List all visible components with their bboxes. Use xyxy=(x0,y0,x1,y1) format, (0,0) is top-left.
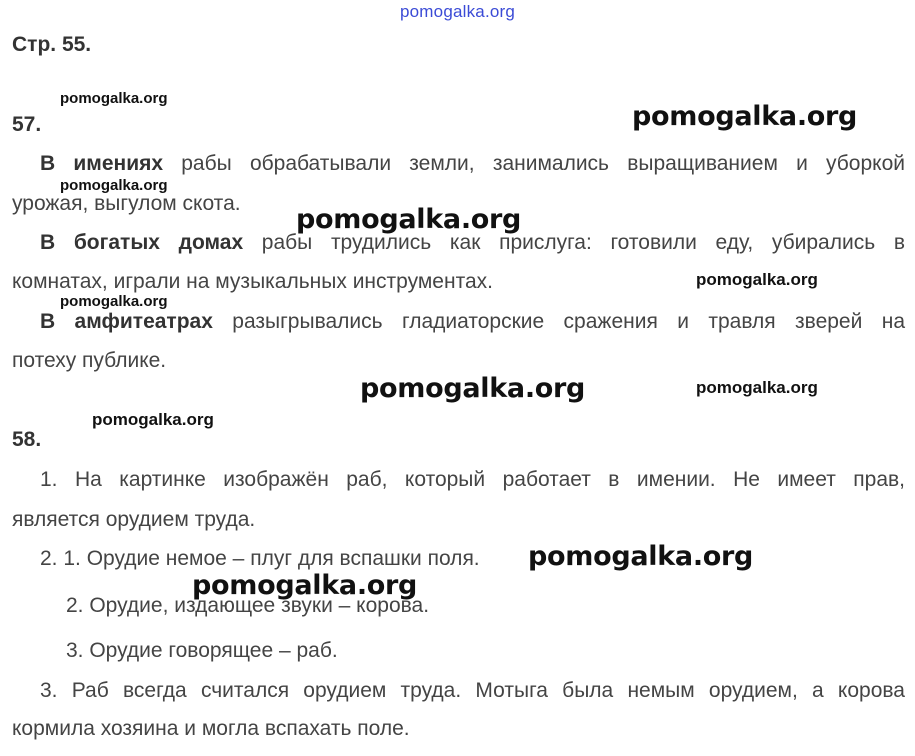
task-57-p3-line2: потеху публике. xyxy=(12,349,167,372)
watermark: pomogalka.org xyxy=(696,378,818,397)
watermark: pomogalka.org xyxy=(60,293,168,310)
page-label: Стр. 55. xyxy=(12,33,92,56)
task-58-item2-line1: 2. 1. Орудие немое – плуг для вспашки поля. xyxy=(40,547,480,570)
task-58-item2-sub3: 3. Орудие говорящее – раб. xyxy=(66,639,338,662)
watermark: pomogalka.org xyxy=(92,410,214,429)
watermark: pomogalka.org xyxy=(296,204,522,235)
top-watermark: pomogalka.org xyxy=(400,2,516,21)
p1-bold-term: В имениях xyxy=(40,152,164,175)
task-57-p2-line2: комнатах, играли на музыкальных инструментах. xyxy=(12,270,493,293)
task-57-p1-line1 xyxy=(40,152,905,176)
p2-bold-term: В богатых домах xyxy=(40,231,244,254)
watermark: pomogalka.org xyxy=(360,373,586,404)
watermark: pomogalka.org xyxy=(696,270,818,289)
watermark: pomogalka.org xyxy=(528,541,754,572)
task-58-number: 58. xyxy=(12,428,42,451)
task-57-p3-line1 xyxy=(40,310,905,334)
task-58-item1-line1: 1. На картинке изображён раб, который работает в имении. Не имеет прав, xyxy=(40,468,905,491)
p3-bold-term: В амфитеатрах xyxy=(40,310,213,333)
watermark: pomogalka.org xyxy=(632,101,858,132)
task-58-item2-sub2: 2. Орудие, издающее звуки – корова. xyxy=(66,594,430,617)
watermark: pomogalka.org xyxy=(60,90,168,107)
task-58-item3-line2: кормила хозяина и могла вспахать поле. xyxy=(12,717,410,740)
task-58-item3-line1: 3. Раб всегда считался орудием труда. Мотыга была немым орудием, а корова xyxy=(40,679,905,702)
task-57-number: 57. xyxy=(12,113,42,136)
p3-line1-text: разыгрывались гладиаторские сражения и травля зверей на xyxy=(212,310,906,333)
task-57-p1-line2: урожая, выгулом скота. xyxy=(12,192,241,215)
task-58-item1-line2: является орудием труда. xyxy=(12,508,256,531)
watermark: pomogalka.org xyxy=(60,177,168,194)
p2-line1-text: рабы трудились как прислуга: готовили еду, убирались в xyxy=(243,231,905,254)
p1-line1-text: рабы обрабатывали земли, занимались выращиванием и уборкой xyxy=(163,152,905,175)
watermark: pomogalka.org xyxy=(192,570,418,601)
